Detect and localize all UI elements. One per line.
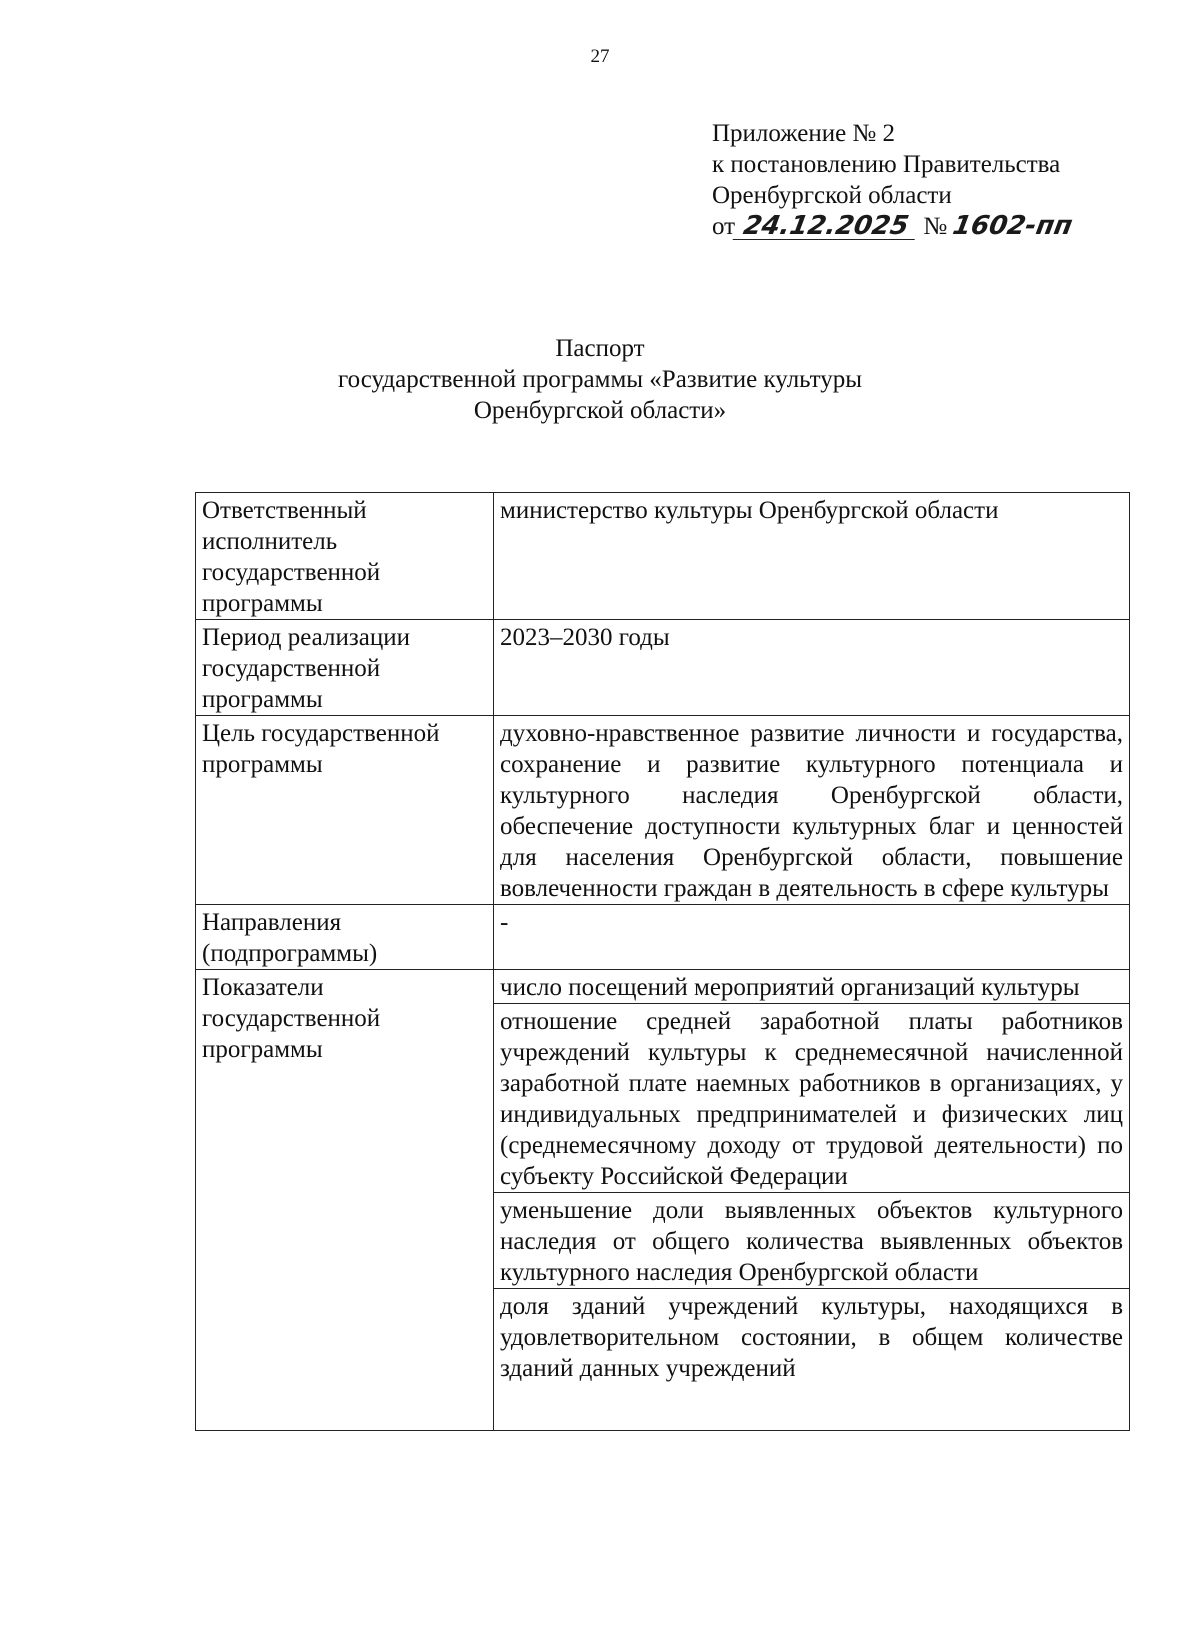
appendix-block <box>712 118 1093 242</box>
title-line-1: Паспорт <box>555 335 645 362</box>
row-value-responsible: министерство культуры Оренбургской области <box>494 493 1130 620</box>
indicator-item: отношение средней заработной платы работников учреждений культуры к среднемесячной начисленной заработной плате наемных работников в организациях, у индивидуальных предпринимателей и физических лиц (среднемесячному доходу от трудовой деятельности) по субъекту Российской Федерации <box>494 1004 1130 1193</box>
page-number: 27 <box>590 46 610 67</box>
appendix-region: Оренбургской области <box>712 182 952 209</box>
row-label-period: Период реализации государственной программы <box>196 620 494 716</box>
row-label-indicators: Показатели государственной программы <box>196 970 494 1431</box>
indicator-item: число посещений мероприятий организаций культуры <box>494 970 1130 1004</box>
indicator-item-text: доля зданий учреждений культуры, находящихся в удовлетворительном состоянии, в общем количестве зданий данных учреждений <box>500 1293 1123 1382</box>
row-label-directions: Направления (подпрограммы) <box>196 905 494 970</box>
title-line-2: государственной программы «Развитие культуры <box>337 366 863 393</box>
handwritten-date: 24.12.2025 <box>733 213 920 240</box>
row-value-goal: духовно-нравственное развитие личности и государства, сохранение и развитие культурного потенциала и культурного наследия Оренбургской области, обеспечение доступности культурных благ и ценностей для населения Оренбургской области, повышение вовлеченности граждан в деятельность в сфере культуры <box>494 716 1130 905</box>
passport-table <box>195 492 1130 1431</box>
document-title <box>0 333 1200 426</box>
indicator-item <box>494 1289 1130 1431</box>
row-value-period: 2023–2030 годы <box>494 620 1130 716</box>
date-prefix: от <box>712 213 736 240</box>
table-row <box>196 620 1130 716</box>
row-value-directions: - <box>494 905 1130 970</box>
row-label-goal: Цель государственной программы <box>196 716 494 905</box>
handwritten-number: 1602-пп <box>950 211 1076 241</box>
indicator-item: уменьшение доли выявленных объектов культурного наследия от общего количества выявленных объектов культурного наследия Оренбургской области <box>494 1193 1130 1289</box>
row-label-responsible: Ответственный исполнитель государственной программы <box>196 493 494 620</box>
appendix-reference: к постановлению Правительства <box>712 151 1061 178</box>
appendix-date-number-line <box>712 211 1093 242</box>
indicator-cell-blank-space <box>500 1384 1123 1430</box>
title-line-3: Оренбургской области» <box>473 397 727 424</box>
table-row <box>196 716 1130 905</box>
number-prefix: № <box>923 213 948 240</box>
table-row <box>196 493 1130 620</box>
table-row <box>196 970 1130 1004</box>
table-row <box>196 905 1130 970</box>
appendix-title: Приложение № 2 <box>712 120 896 147</box>
